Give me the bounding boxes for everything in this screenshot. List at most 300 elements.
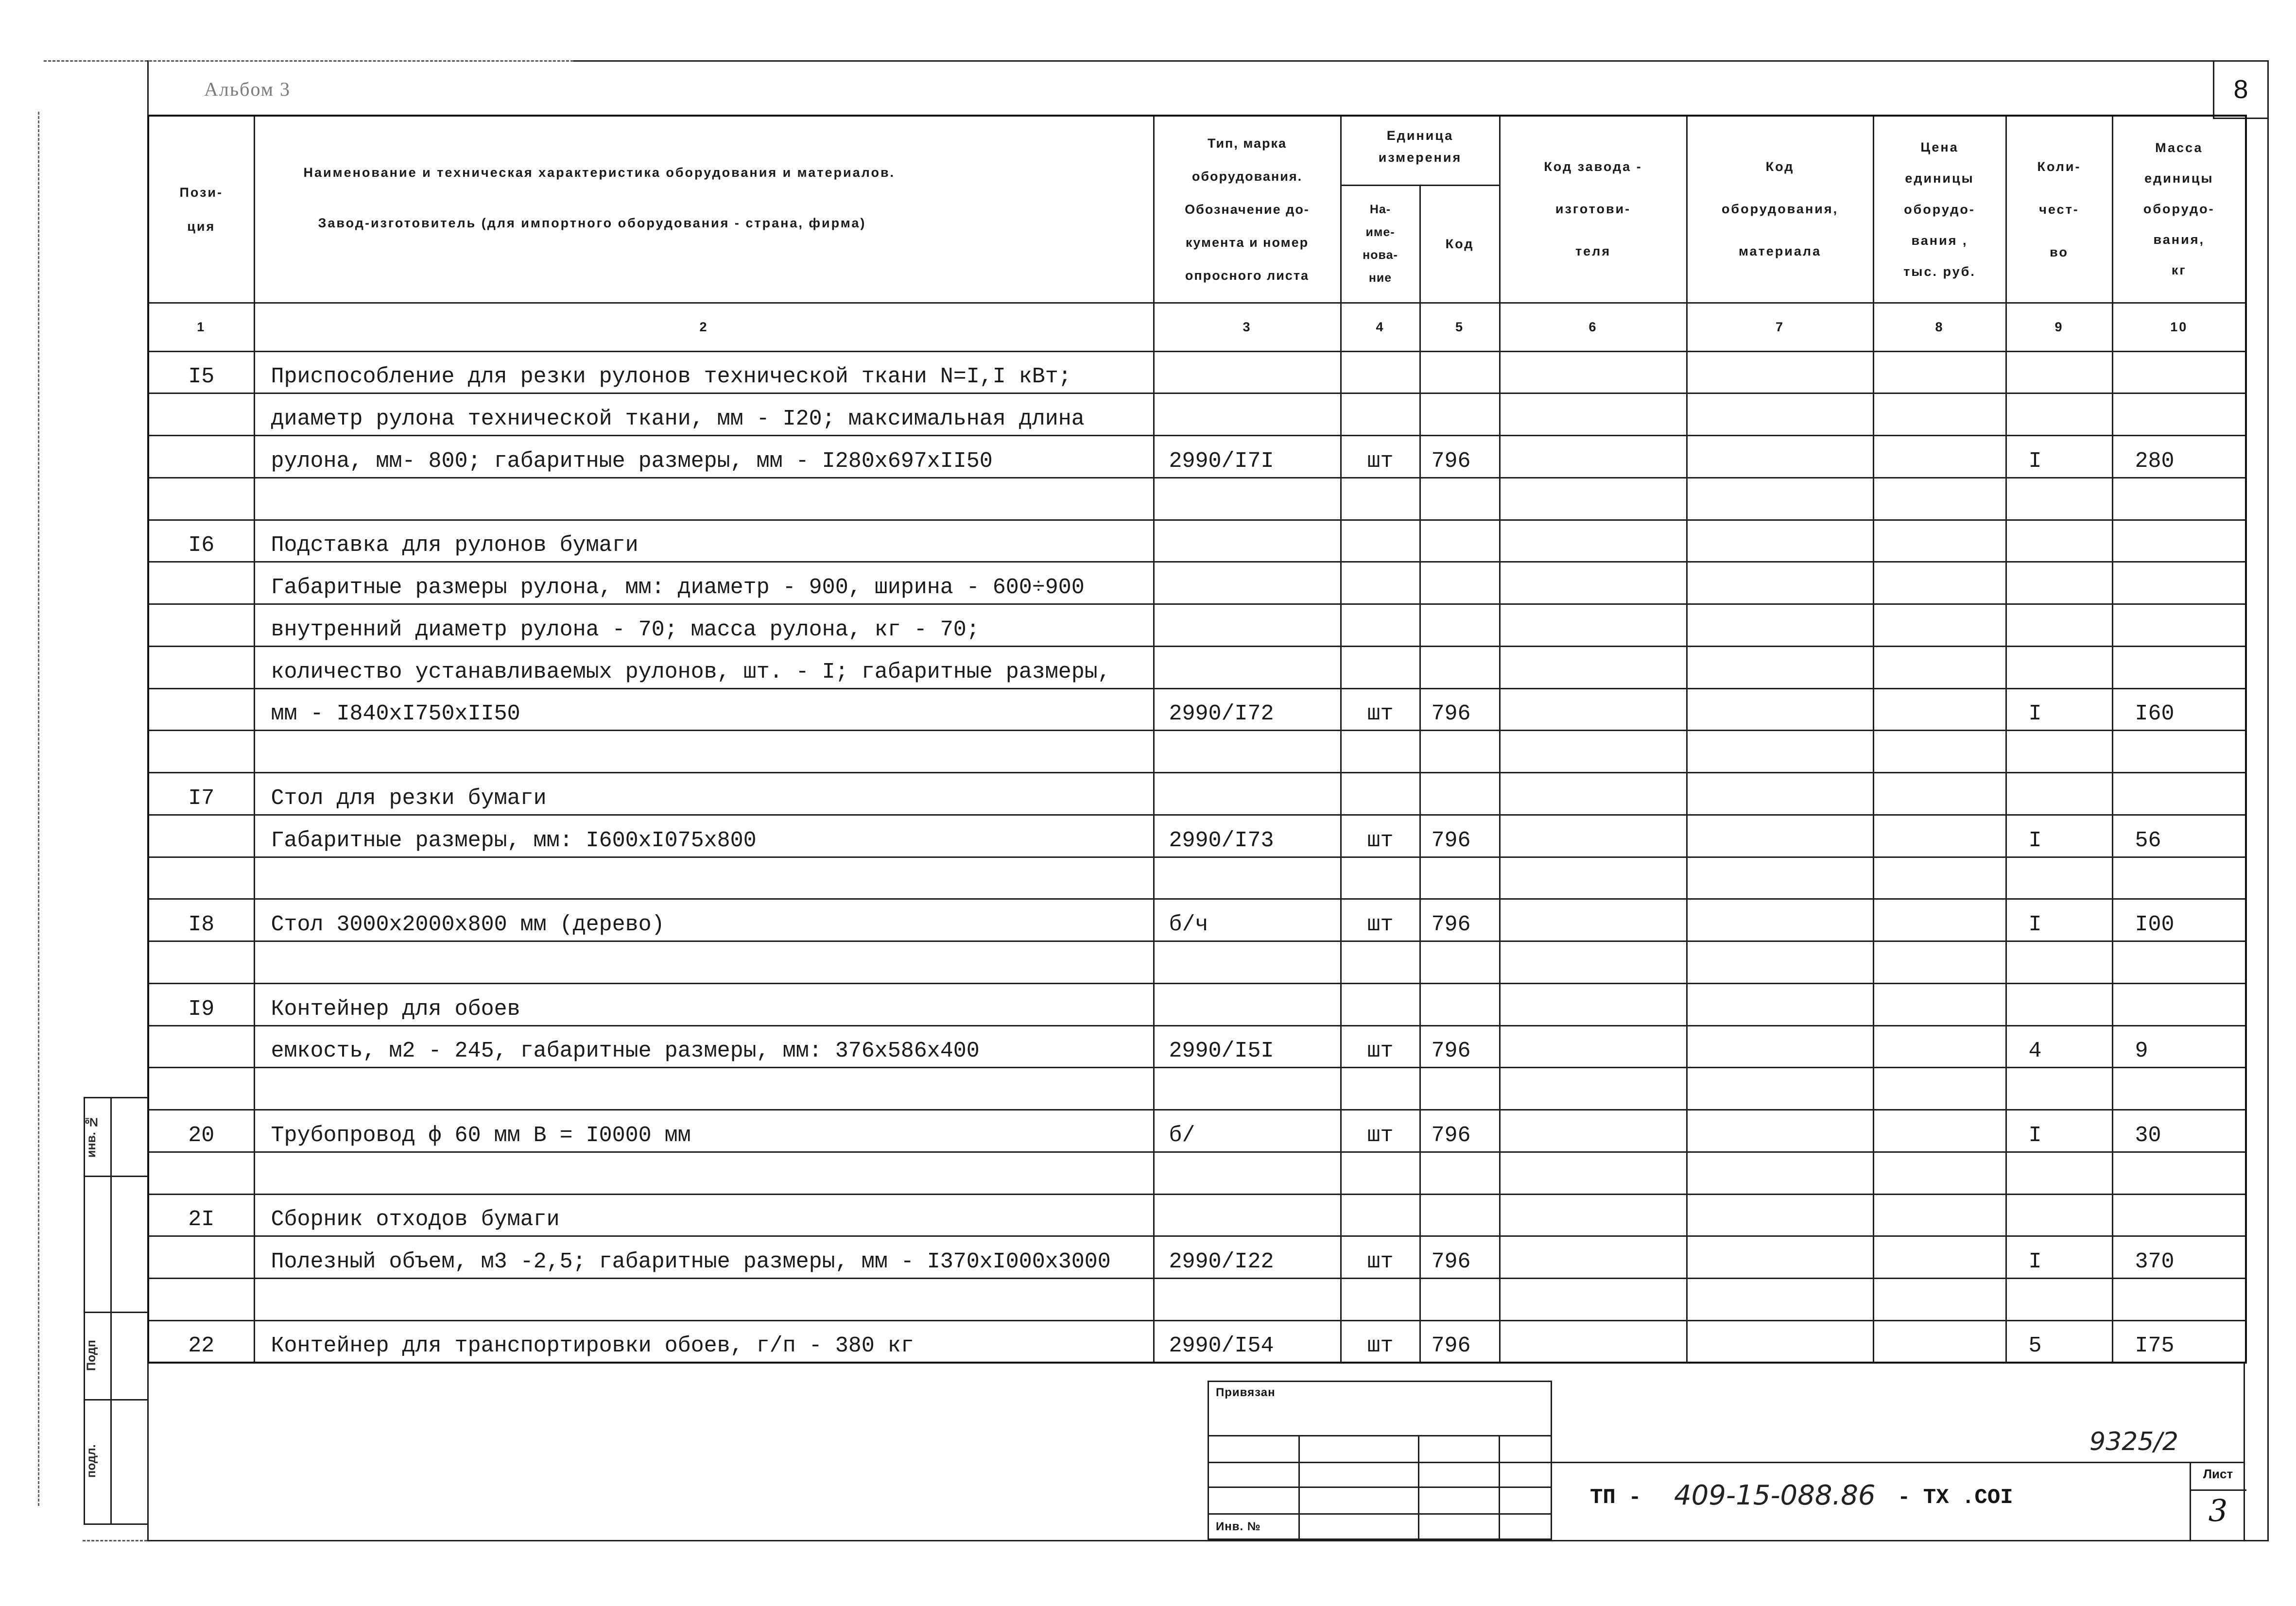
header-position: Пози- ция [148,116,254,303]
cell-unit-name [1341,562,1420,604]
cell-unit-name [1341,1152,1420,1194]
cell-name: Полезный объем, м3 -2,5; габаритные размеры, мм - I370xI000x3000 [254,1236,1154,1279]
column-number: 10 [2112,303,2246,351]
table-row-spacer [148,941,2246,984]
cell-factory-code [1500,773,1687,815]
cell-name [254,478,1154,520]
cell-price [1873,731,2006,773]
cell-equipment-code [1687,983,1873,1025]
cell-quantity [2006,731,2112,773]
table-row-spacer [148,731,2246,773]
cell-mass: 56 [2112,815,2246,857]
cell-factory-code [1500,351,1687,393]
cell-mass [2112,1194,2246,1236]
cell-type [1154,646,1341,688]
frame-top [573,60,2267,62]
cell-position: 2I [148,1194,254,1236]
cell-price [1873,688,2006,731]
cell-factory-code [1500,436,1687,478]
cell-price [1873,562,2006,604]
column-number: 8 [1873,303,2006,351]
cell-type [1154,604,1341,647]
cell-position [148,1279,254,1321]
cell-type: 2990/I22 [1154,1236,1341,1279]
cell-mass: I60 [2112,688,2246,731]
column-number: 3 [1154,303,1341,351]
table-row-spacer [148,857,2246,899]
cell-type [1154,520,1341,562]
cell-mass [2112,393,2246,436]
attached-divider [1499,1435,1500,1538]
cell-unit-code: 796 [1420,436,1500,478]
cell-type: 2990/I72 [1154,688,1341,731]
cell-equipment-code [1687,1110,1873,1152]
margin-box-line [84,1399,147,1401]
doc-suffix: - ТХ .СОI [1898,1486,2013,1510]
cell-equipment-code [1687,1320,1873,1363]
sheet-number: 3 [2208,1493,2228,1528]
cell-equipment-code [1687,604,1873,647]
cell-unit-code: 796 [1420,1236,1500,1279]
cell-unit-name: шт [1341,688,1420,731]
attached-divider [1418,1435,1419,1538]
album-label: Альбом 3 [204,78,291,100]
cell-position [148,688,254,731]
cell-unit-name [1341,731,1420,773]
cell-unit-code [1420,773,1500,815]
cell-unit-code [1420,478,1500,520]
table-row [148,773,2246,815]
cell-unit-code: 796 [1420,1320,1500,1363]
frame-bottom-dashed [83,1540,147,1541]
cell-factory-code [1500,1068,1687,1110]
cell-price [1873,899,2006,941]
cell-mass [2112,520,2246,562]
cell-mass [2112,983,2246,1025]
corner-sheet-number: 8 [2233,75,2248,104]
cell-factory-code [1500,983,1687,1025]
cell-quantity: I [2006,1236,2112,1279]
table-row [148,815,2246,857]
cell-type: 2990/I73 [1154,815,1341,857]
cell-unit-code: 796 [1420,1110,1500,1152]
cell-factory-code [1500,1194,1687,1236]
cell-equipment-code [1687,1068,1873,1110]
cell-position [148,478,254,520]
cell-factory-code [1500,1236,1687,1279]
cell-name: Приспособление для резки рулонов технической ткани N=I,I кВт; [254,351,1154,393]
table-row [148,899,2246,941]
cell-price [1873,773,2006,815]
attached-divider [1298,1435,1300,1538]
cell-position: 22 [148,1320,254,1363]
attached-block [1208,1381,1552,1540]
cell-name [254,1152,1154,1194]
cell-price [1873,1279,2006,1321]
cell-equipment-code [1687,436,1873,478]
cell-type: 2990/I5I [1154,1025,1341,1068]
cell-quantity: 5 [2006,1320,2112,1363]
cell-unit-code [1420,520,1500,562]
cell-unit-code [1420,1279,1500,1321]
cell-factory-code [1500,604,1687,647]
cell-equipment-code [1687,478,1873,520]
cell-equipment-code [1687,1152,1873,1194]
cell-name: мм - I840xI750xII50 [254,688,1154,731]
cell-name: Габаритные размеры рулона, мм: диаметр - 900, ширина - 600÷900 [254,562,1154,604]
table-row-spacer [148,1152,2246,1194]
cell-type [1154,1194,1341,1236]
cell-unit-name [1341,773,1420,815]
margin-box-line [84,1097,147,1098]
column-number: 4 [1341,303,1420,351]
cell-name: Стол 3000x2000x800 мм (дерево) [254,899,1154,941]
cell-factory-code [1500,1025,1687,1068]
cell-price [1873,1236,2006,1279]
cell-mass: 370 [2112,1236,2246,1279]
table-row [148,1320,2246,1363]
cell-quantity: I [2006,436,2112,478]
header-price: Цена единицы оборудо- вания , тыс. руб. [1873,116,2006,303]
header-name [254,116,1154,303]
cell-unit-code [1420,604,1500,647]
cell-name: Контейнер для обоев [254,983,1154,1025]
cell-name: внутренний диаметр рулона - 70; масса рулона, кг - 70; [254,604,1154,647]
cell-mass [2112,731,2246,773]
cell-factory-code [1500,1279,1687,1321]
cell-mass: I75 [2112,1320,2246,1363]
cell-factory-code [1500,478,1687,520]
frame-right [2267,60,2269,1541]
header-type: Тип, марка оборудования. Обозначение до- кумента и номер опросного листа [1154,116,1341,303]
cell-quantity [2006,1068,2112,1110]
cell-name: Подставка для рулонов бумаги [254,520,1154,562]
cell-unit-name [1341,941,1420,984]
cell-unit-name: шт [1341,1236,1420,1279]
cell-position [148,1236,254,1279]
cell-mass: 280 [2112,436,2246,478]
table-row [148,393,2246,436]
cell-unit-code [1420,1068,1500,1110]
cell-unit-name [1341,478,1420,520]
header-factory-code: Код завода - изготови- теля [1500,116,1687,303]
sheet-box [2190,1462,2245,1540]
column-number: 5 [1420,303,1500,351]
cell-position [148,1068,254,1110]
cell-factory-code [1500,731,1687,773]
cell-unit-name: шт [1341,436,1420,478]
cell-price [1873,646,2006,688]
cell-factory-code [1500,815,1687,857]
cell-quantity: 4 [2006,1025,2112,1068]
cell-price [1873,857,2006,899]
cell-unit-name [1341,393,1420,436]
cell-equipment-code [1687,646,1873,688]
cell-price [1873,478,2006,520]
cell-type [1154,562,1341,604]
cell-price [1873,351,2006,393]
cell-quantity [2006,773,2112,815]
cell-quantity [2006,393,2112,436]
cell-unit-code [1420,983,1500,1025]
table-row [148,983,2246,1025]
cell-mass [2112,478,2246,520]
cell-quantity [2006,604,2112,647]
cell-equipment-code [1687,1025,1873,1068]
cell-equipment-code [1687,941,1873,984]
title-block-top [1552,1462,2245,1463]
margin-cut-line [38,112,39,1506]
cell-price [1873,1194,2006,1236]
cell-price [1873,520,2006,562]
cell-mass [2112,1279,2246,1321]
cell-price [1873,1025,2006,1068]
cell-unit-name [1341,351,1420,393]
table-row [148,436,2246,478]
cell-position: I8 [148,899,254,941]
table-row-spacer [148,1279,2246,1321]
attached-label: Привязан [1216,1386,1276,1399]
cell-position [148,646,254,688]
cell-factory-code [1500,646,1687,688]
table-row-spacer [148,1068,2246,1110]
cell-unit-name [1341,1194,1420,1236]
cell-type [1154,478,1341,520]
cell-position [148,562,254,604]
cell-quantity [2006,1194,2112,1236]
table-row [148,1194,2246,1236]
cell-position [148,941,254,984]
cell-type: 2990/I7I [1154,436,1341,478]
cell-type [1154,857,1341,899]
cell-quantity: I [2006,688,2112,731]
cell-equipment-code [1687,857,1873,899]
column-number-row [148,303,2246,351]
cell-type [1154,1068,1341,1110]
cell-factory-code [1500,393,1687,436]
cell-type [1154,1152,1341,1194]
cell-mass: 9 [2112,1025,2246,1068]
cell-unit-code [1420,731,1500,773]
cell-unit-code [1420,1194,1500,1236]
column-number: 9 [2006,303,2112,351]
frame-top-dashed [44,60,573,62]
margin-box-line [84,1176,147,1177]
cell-unit-code: 796 [1420,688,1500,731]
cell-unit-name: шт [1341,1320,1420,1363]
cell-quantity [2006,520,2112,562]
cell-position [148,857,254,899]
table-row [148,646,2246,688]
column-number: 1 [148,303,254,351]
cell-quantity [2006,983,2112,1025]
margin-original-label: подл. [85,1444,98,1478]
inventory-label: Инв. № [1216,1520,1261,1533]
cell-quantity: I [2006,815,2112,857]
cell-price [1873,436,2006,478]
cell-type [1154,731,1341,773]
cell-unit-name [1341,1068,1420,1110]
cell-mass [2112,1152,2246,1194]
cell-factory-code [1500,1320,1687,1363]
cell-mass [2112,604,2246,647]
cell-unit-code [1420,393,1500,436]
cell-unit-name [1341,604,1420,647]
cell-mass: 30 [2112,1110,2246,1152]
margin-box-line [84,1523,147,1525]
cell-quantity [2006,478,2112,520]
cell-equipment-code [1687,1236,1873,1279]
cell-type [1154,773,1341,815]
cell-position: I7 [148,773,254,815]
header-row [148,116,2246,185]
cell-price [1873,393,2006,436]
cell-equipment-code [1687,688,1873,731]
cell-factory-code [1500,941,1687,984]
cell-quantity [2006,646,2112,688]
cell-unit-code [1420,857,1500,899]
margin-signature-label: Подп [85,1340,98,1371]
cell-name: диаметр рулона технической ткани, мм - I20; максимальная длина [254,393,1154,436]
cell-factory-code [1500,688,1687,731]
cell-position [148,604,254,647]
cell-name: емкость, м2 - 245, габаритные размеры, мм: 376x586x400 [254,1025,1154,1068]
cell-equipment-code [1687,1194,1873,1236]
cell-mass [2112,562,2246,604]
cell-price [1873,604,2006,647]
cell-quantity: I [2006,899,2112,941]
cell-equipment-code [1687,1279,1873,1321]
cell-name [254,941,1154,984]
cell-type [1154,983,1341,1025]
cell-name: Сборник отходов бумаги [254,1194,1154,1236]
cell-quantity [2006,1152,2112,1194]
cell-name: Стол для резки бумаги [254,773,1154,815]
cell-name: Трубопровод ф 60 мм В = I0000 мм [254,1110,1154,1152]
cell-unit-name: шт [1341,899,1420,941]
doc-number: 409-15-088.86 [1674,1480,1876,1511]
cell-mass [2112,351,2246,393]
cell-quantity [2006,351,2112,393]
table-row [148,562,2246,604]
cell-unit-name [1341,857,1420,899]
table-row [148,688,2246,731]
cell-unit-name [1341,646,1420,688]
cell-name [254,731,1154,773]
cell-quantity [2006,857,2112,899]
table-row-spacer [148,478,2246,520]
cell-unit-code [1420,1152,1500,1194]
cell-equipment-code [1687,731,1873,773]
cell-equipment-code [1687,899,1873,941]
cell-price [1873,941,2006,984]
column-number: 2 [254,303,1154,351]
cell-name: Габаритные размеры, мм: I600xI075x800 [254,815,1154,857]
cell-unit-code: 796 [1420,1025,1500,1068]
cell-mass [2112,857,2246,899]
cell-factory-code [1500,520,1687,562]
cell-unit-name [1341,1279,1420,1321]
cell-type: б/ [1154,1110,1341,1152]
column-number: 6 [1500,303,1687,351]
cell-price [1873,1068,2006,1110]
cell-unit-code [1420,941,1500,984]
cell-price [1873,1110,2006,1152]
cell-position [148,1025,254,1068]
cell-unit-code [1420,646,1500,688]
cell-unit-code [1420,562,1500,604]
table-row [148,1236,2246,1279]
margin-box-line [84,1312,147,1313]
cell-equipment-code [1687,562,1873,604]
table-row [148,1110,2246,1152]
cell-price [1873,1152,2006,1194]
table-row [148,1025,2246,1068]
table-row [148,351,2246,393]
header-unit-name: На- име- нова- ние [1341,185,1420,303]
cell-equipment-code [1687,520,1873,562]
sheet-box-divider [2191,1489,2246,1491]
cell-unit-code: 796 [1420,899,1500,941]
table-body [148,351,2246,1363]
header-name-line2: Завод-изготовитель (для импортного оборудования - страна, фирма) [318,216,866,230]
album-code: 9325/2 [2089,1427,2178,1456]
cell-type [1154,393,1341,436]
cell-name [254,1279,1154,1321]
cell-mass [2112,773,2246,815]
cell-mass: I00 [2112,899,2246,941]
cell-name: рулона, мм- 800; габаритные размеры, мм - I280x697xII50 [254,436,1154,478]
cell-quantity [2006,562,2112,604]
cell-quantity: I [2006,1110,2112,1152]
cell-unit-name [1341,983,1420,1025]
header-equipment-code: Код оборудования, материала [1687,116,1873,303]
cell-equipment-code [1687,393,1873,436]
cell-name [254,857,1154,899]
cell-mass [2112,646,2246,688]
header-unit: Единица измерения [1341,116,1500,185]
table-row [148,604,2246,647]
cell-position: I5 [148,351,254,393]
cell-factory-code [1500,899,1687,941]
header-mass: Масса единицы оборудо- вания, кг [2112,116,2246,303]
cell-position: 20 [148,1110,254,1152]
cell-position: I9 [148,983,254,1025]
doc-prefix: ТП - [1590,1486,1641,1510]
margin-inventory-label: инв. № [85,1115,98,1158]
cell-quantity [2006,941,2112,984]
cell-equipment-code [1687,351,1873,393]
cell-unit-name [1341,520,1420,562]
cell-type [1154,351,1341,393]
cell-position [148,436,254,478]
header-quantity: Коли- чест- во [2006,116,2112,303]
cell-name [254,1068,1154,1110]
cell-quantity [2006,1279,2112,1321]
cell-position: I6 [148,520,254,562]
cell-unit-code: 796 [1420,815,1500,857]
cell-type [1154,941,1341,984]
cell-factory-code [1500,1152,1687,1194]
cell-type: 2990/I54 [1154,1320,1341,1363]
cell-type [1154,1279,1341,1321]
cell-position [148,393,254,436]
equipment-specification-table [147,115,2247,1364]
cell-equipment-code [1687,773,1873,815]
cell-position [148,1152,254,1194]
cell-unit-name: шт [1341,1110,1420,1152]
header-unit-code: Код [1420,185,1500,303]
